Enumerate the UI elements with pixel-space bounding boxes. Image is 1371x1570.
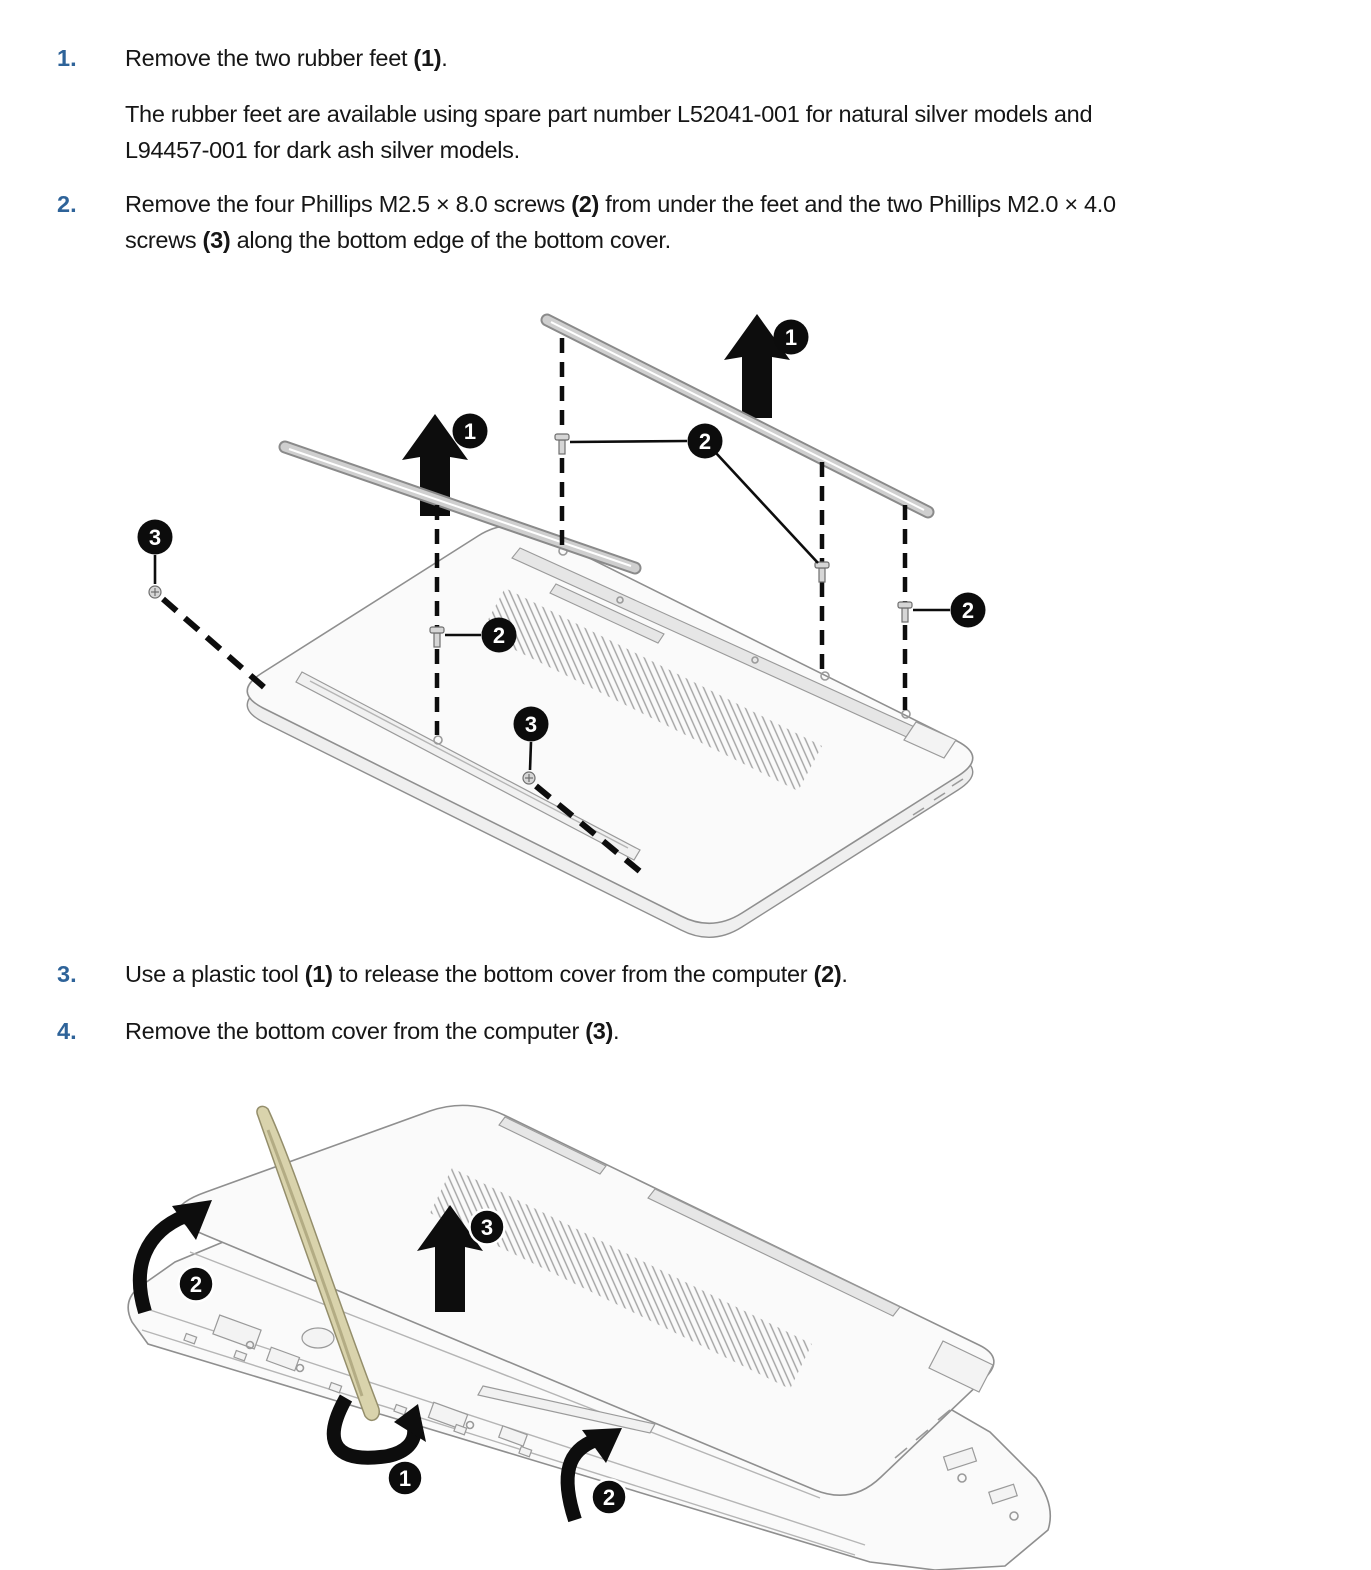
step-number: 4. bbox=[57, 1018, 77, 1044]
callout-badge bbox=[388, 1461, 423, 1496]
figure-remove-feet-screws bbox=[120, 300, 1000, 945]
callout-badge bbox=[774, 320, 809, 355]
step-4 bbox=[0, 1013, 1371, 1049]
callout-badge bbox=[592, 1480, 627, 1515]
svg-text:3: 3 bbox=[148, 525, 162, 550]
callout-badge bbox=[514, 707, 549, 742]
step-2 bbox=[0, 186, 1371, 258]
callout-badge bbox=[179, 1267, 214, 1302]
step-1 bbox=[0, 40, 1371, 76]
figure-remove-bottom-cover bbox=[120, 1085, 1065, 1570]
svg-text:2: 2 bbox=[492, 623, 506, 648]
laptop-bottom-cover bbox=[247, 526, 973, 938]
svg-text:1: 1 bbox=[784, 325, 798, 350]
svg-text:3: 3 bbox=[524, 712, 538, 737]
screw bbox=[815, 562, 829, 582]
step-text: Use a plastic tool (1) to release the bottom cover from the computer (2). bbox=[125, 961, 848, 987]
step-3 bbox=[0, 956, 1371, 992]
step-text: Remove the four Phillips M2.5 × 8.0 screws (2) from under the feet and the two Phillips M2.0 × 4.0 screws (3) along the bottom edge of the bottom cover. bbox=[125, 191, 1116, 253]
callout-badge bbox=[138, 520, 173, 555]
callout-badge bbox=[951, 593, 986, 628]
callout-badge bbox=[453, 414, 488, 449]
callout-badge bbox=[482, 618, 517, 653]
svg-text:2: 2 bbox=[189, 1272, 203, 1297]
step-number: 3. bbox=[57, 961, 77, 987]
callout-badge bbox=[688, 424, 723, 459]
screw bbox=[523, 772, 535, 784]
spare-part-note bbox=[0, 96, 1371, 168]
svg-text:1: 1 bbox=[398, 1466, 412, 1491]
screw bbox=[898, 602, 912, 622]
svg-text:2: 2 bbox=[602, 1485, 616, 1510]
dashed-guide-line bbox=[163, 599, 266, 689]
svg-text:2: 2 bbox=[698, 429, 712, 454]
note-text: The rubber feet are available using spare part number L52041-001 for natural silver models and L94457-001 for dark ash silver models. bbox=[125, 101, 1093, 163]
screw bbox=[149, 586, 161, 598]
callout-badge bbox=[470, 1210, 505, 1245]
svg-text:1: 1 bbox=[463, 419, 477, 444]
svg-text:2: 2 bbox=[961, 598, 975, 623]
step-text: Remove the two rubber feet (1). bbox=[125, 45, 448, 71]
step-number: 2. bbox=[57, 191, 77, 217]
svg-text:3: 3 bbox=[480, 1215, 494, 1240]
screw bbox=[555, 434, 569, 454]
step-text: Remove the bottom cover from the computer (3). bbox=[125, 1018, 620, 1044]
step-number: 1. bbox=[57, 45, 77, 71]
